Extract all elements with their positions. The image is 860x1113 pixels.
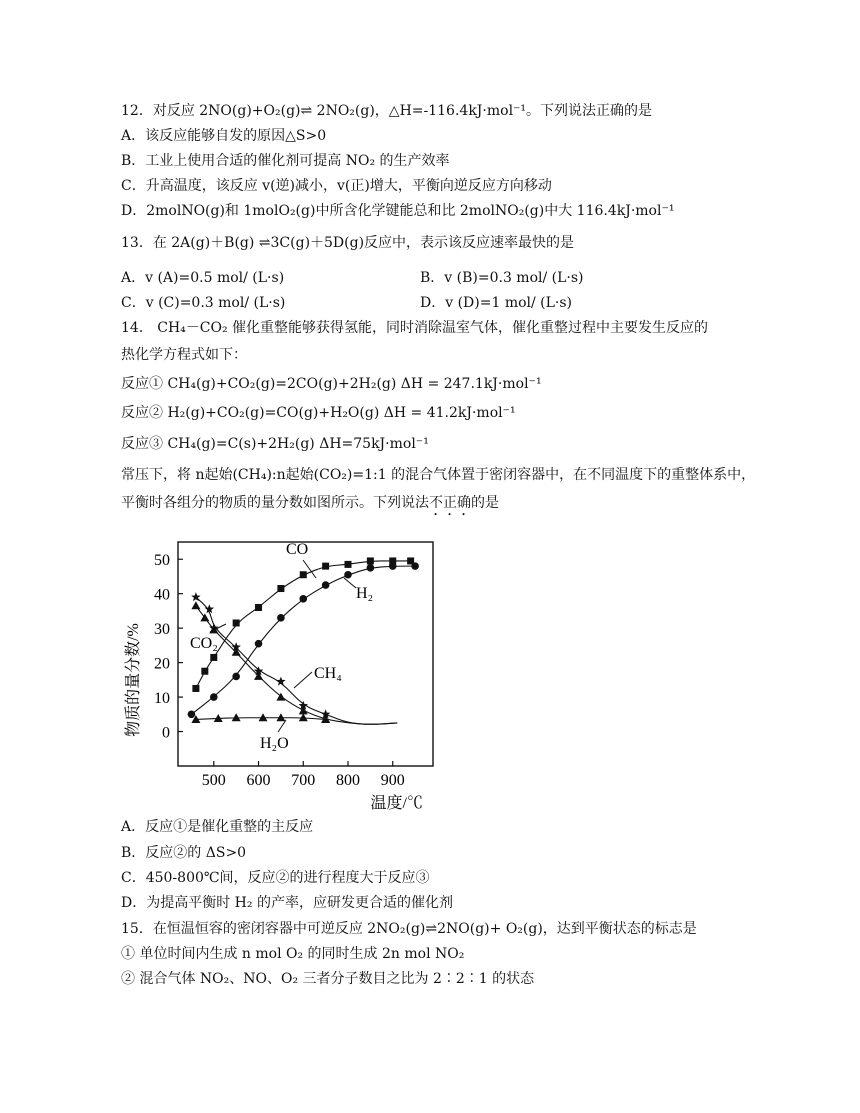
data-point xyxy=(367,557,374,564)
y-tick-label: 40 xyxy=(154,586,170,604)
q12-option-b: B．工业上使用合适的催化剂可提高 NO₂ 的生产效率 xyxy=(121,153,450,169)
y-tick-label: 50 xyxy=(154,552,170,570)
q15-item-1: ① 单位时间内生成 n mol O₂ 的同时生成 2n mol NO₂ xyxy=(121,946,465,962)
data-point xyxy=(192,685,199,692)
q12-option-c: C．升高温度，该反应 v(逆)减小，v(正)增大，平衡向逆反应方向移动 xyxy=(121,178,552,194)
data-point xyxy=(191,601,200,609)
q14-condition-2-text: 平衡时各组分的物质的量分数如图所示。下列说法 xyxy=(121,495,429,511)
data-point xyxy=(367,564,375,572)
y-tick-label: 10 xyxy=(154,690,170,708)
y-tick-label: 20 xyxy=(154,655,170,673)
q13-option-c: C．v (C)=0.3 mol/ (L·s) xyxy=(121,295,286,311)
series-label: H₂ xyxy=(356,585,374,602)
x-tick-label: 600 xyxy=(246,772,271,789)
data-point xyxy=(299,713,308,721)
data-point xyxy=(233,619,240,626)
curve-square xyxy=(196,561,411,689)
data-point xyxy=(200,613,209,621)
data-point xyxy=(255,604,262,611)
series-label: CO xyxy=(286,541,309,558)
data-point xyxy=(322,563,329,570)
series-label: H₂O xyxy=(260,735,289,752)
q14-condition-1: 常压下，将 n起始(CH₄):n起始(CO₂)=1:1 的混合气体置于密闭容器中，在不同温度下的重整体系中， xyxy=(121,467,756,483)
q14-reaction-3: 反应③ CH₄(g)=C(s)+2H₂(g) ΔH=75kJ·mol⁻¹ xyxy=(121,436,429,452)
data-point xyxy=(344,571,352,579)
q14-stem-2: 热化学方程式如下： xyxy=(121,347,247,363)
q14-option-b: B．反应②的 ΔS>0 xyxy=(121,845,247,861)
q12-stem: 12．对反应 2NO(g)+O₂(g)⇌ 2NO₂(g)，△H=-116.4kJ·mol⁻¹。下列说法正确的是 xyxy=(121,103,653,119)
q14-option-d: D．为提高平衡时 H₂ 的产率，应研发更合适的催化剂 xyxy=(121,895,453,911)
chart-x-label: 温度/℃ xyxy=(370,795,423,812)
q14-reaction-2: 反应② H₂(g)+CO₂(g)=CO(g)+H₂O(g) ΔH = 41.2kJ·mol⁻¹ xyxy=(121,405,516,421)
data-point xyxy=(322,581,330,589)
q14-option-c: C．450-800℃间，反应②的进行程度大于反应③ xyxy=(121,870,430,886)
leader-line xyxy=(278,720,286,732)
q15-item-2: ② 混合气体 NO₂、NO、O₂ 三者分子数目之比为 2∶2∶1 的状态 xyxy=(121,971,535,987)
data-point xyxy=(411,562,419,570)
q14-stem-1: 14． CH₄－CO₂ 催化重整能够获得氢能，同时消除温室气体，催化重整过程中主要发生反应的 xyxy=(121,320,709,336)
q12-option-a: A．该反应能够自发的原因△S>0 xyxy=(121,128,327,144)
q14-option-a: A．反应①是催化重整的主反应 xyxy=(121,819,314,835)
curve-star xyxy=(196,597,397,724)
series-label: CO₂ xyxy=(190,635,218,652)
q14-reaction-1: 反应① CH₄(g)+CO₂(g)=2CO(g)+2H₂(g) ΔH = 247.1kJ·mol⁻¹ xyxy=(121,376,542,392)
y-tick-label: 0 xyxy=(162,724,170,742)
data-point xyxy=(232,673,240,681)
x-tick-label: 800 xyxy=(336,772,360,789)
data-point xyxy=(277,585,284,592)
q13-option-b: B．v (B)=0.3 mol/ (L·s) xyxy=(420,270,584,286)
chart-y-label: 物质的量分数/% xyxy=(125,623,142,737)
data-point xyxy=(210,654,217,661)
leader-line xyxy=(344,578,356,588)
data-point xyxy=(255,640,263,648)
chart-curves xyxy=(191,561,415,724)
q14-condition-2-end: 的是 xyxy=(471,495,499,511)
x-tick-label: 900 xyxy=(380,772,405,789)
data-point xyxy=(232,713,241,721)
q15-stem: 15．在恒温恒容的密闭容器中可逆反应 2NO₂(g)⇌2NO(g)+ O₂(g)，达到平衡状态的标志是 xyxy=(121,921,697,937)
x-tick-label: 700 xyxy=(291,772,316,789)
data-point xyxy=(276,677,286,686)
data-point xyxy=(188,711,196,719)
q14-emphasis-not-correct: 不正确 xyxy=(429,495,471,511)
equilibrium-chart xyxy=(118,530,448,815)
data-point xyxy=(389,562,397,570)
curve-triangle xyxy=(196,606,397,724)
q14-condition-2 xyxy=(121,493,499,519)
q12-option-d: D．2molNO(g)和 1molO₂(g)中所含化学键能总和比 2molNO₂(g)中大 116.4kJ·mol⁻¹ xyxy=(121,203,675,219)
q13-stem: 13．在 2A(g)＋B(g) ⇌3C(g)＋5D(g)反应中，表示该反应速率最快的是 xyxy=(121,235,575,251)
data-point xyxy=(277,614,285,622)
data-point xyxy=(299,595,307,603)
q13-option-d: D．v (D)=1 mol/ (L·s) xyxy=(420,295,573,311)
q13-option-a: A．v (A)=0.5 mol/ (L·s) xyxy=(121,270,285,286)
y-tick-label: 30 xyxy=(154,621,170,639)
x-tick-label: 500 xyxy=(201,772,226,789)
data-point xyxy=(300,571,307,578)
data-point xyxy=(201,668,208,675)
series-label: CH₄ xyxy=(314,665,342,682)
data-point xyxy=(345,561,352,568)
chart-markers xyxy=(188,557,419,723)
leader-line xyxy=(294,672,312,688)
data-point xyxy=(210,693,218,701)
